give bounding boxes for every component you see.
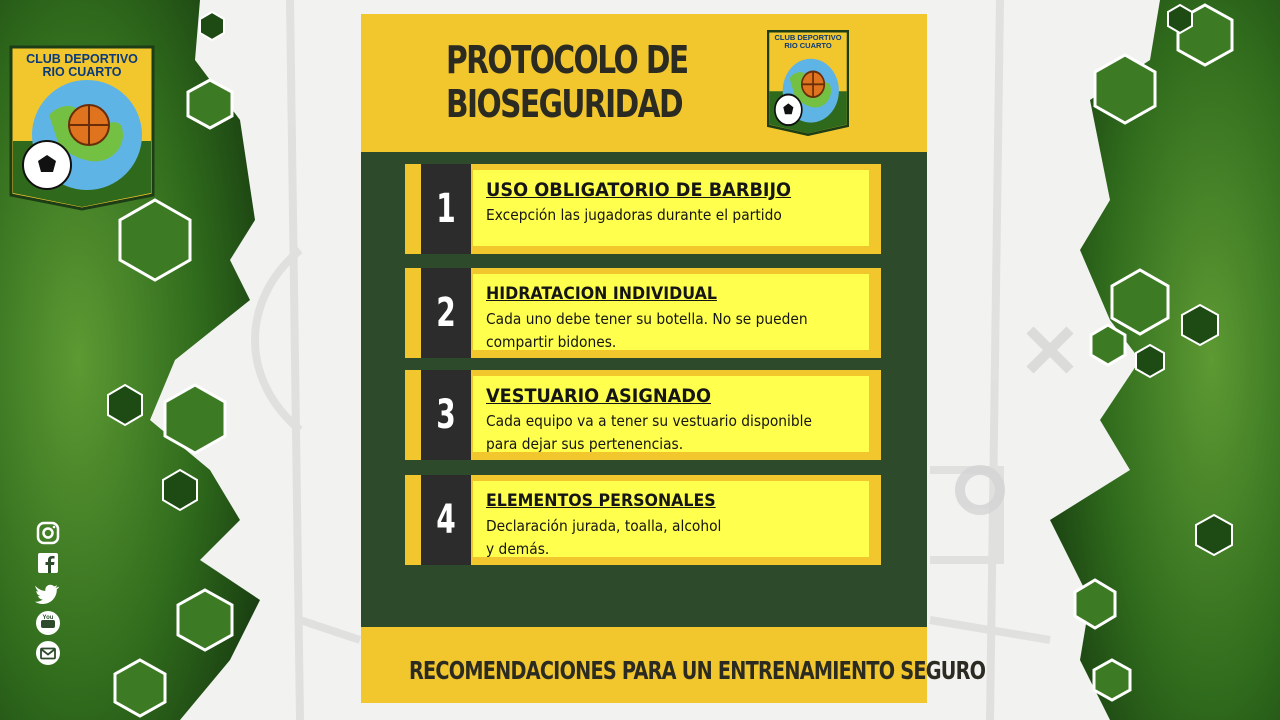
- item-number: 2: [436, 290, 456, 336]
- club-name-line1: CLUB DEPORTIVO: [26, 52, 138, 66]
- item-text-line: Declaración jurada, toalla, alcohol: [486, 517, 722, 535]
- protocol-item-1: [405, 164, 881, 254]
- item-number-box: [421, 268, 471, 358]
- mail-icon[interactable]: [35, 640, 61, 666]
- item-panel: [473, 170, 869, 246]
- club-name-small-line1: CLUB DEPORTIVO: [774, 33, 842, 42]
- club-name-small: [767, 34, 849, 49]
- item-title: ELEMENTOS PERSONALES: [486, 491, 716, 511]
- poster-header: [361, 14, 927, 152]
- item-number: 1: [436, 186, 456, 232]
- item-text-line: compartir bidones.: [486, 333, 617, 351]
- twitter-icon[interactable]: [35, 580, 61, 606]
- item-text-line: Excepción las jugadoras durante el partido: [486, 206, 782, 224]
- item-text-line: Cada equipo va a tener su vestuario disponible: [486, 412, 812, 430]
- item-title: USO OBLIGATORIO DE BARBIJO: [486, 179, 792, 201]
- instagram-icon[interactable]: [35, 520, 61, 546]
- protocol-item-2: [405, 268, 881, 358]
- item-text-line: para dejar sus pertenencias.: [486, 435, 684, 453]
- item-panel: [473, 274, 869, 350]
- poster-title: [446, 38, 688, 126]
- club-logo-small: [767, 30, 849, 136]
- protocol-item-4: [405, 475, 881, 565]
- facebook-icon[interactable]: [35, 550, 61, 576]
- club-name-line2: RIO CUARTO: [42, 64, 122, 79]
- item-text: [486, 515, 836, 561]
- item-text: [486, 204, 836, 227]
- item-text-line: Cada uno debe tener su botella. No se pueden: [486, 310, 808, 328]
- protocol-poster: [361, 14, 986, 703]
- item-title: HIDRATACION INDIVIDUAL: [486, 284, 717, 304]
- item-text: [486, 410, 836, 456]
- item-text: [486, 308, 836, 354]
- item-text-line: y demás.: [486, 540, 550, 558]
- item-number: 3: [436, 392, 456, 438]
- poster-footer: [361, 627, 986, 703]
- poster-footer-text: RECOMENDACIONES PARA UN ENTRENAMIENTO SEGURO: [409, 656, 986, 685]
- item-number-box: [421, 370, 471, 460]
- item-number-box: [421, 164, 471, 254]
- club-logo-large: [9, 45, 155, 211]
- item-number: 4: [436, 497, 456, 543]
- youtube-icon[interactable]: [35, 610, 61, 636]
- club-name-small-line2: RIO CUARTO: [784, 40, 832, 50]
- item-number-box: [421, 475, 471, 565]
- item-title: VESTUARIO ASIGNADO: [486, 385, 712, 407]
- social-icons: [35, 520, 63, 670]
- poster-title-line2: BIOSEGURIDAD: [446, 82, 683, 126]
- protocol-item-3: [405, 370, 881, 460]
- svg-text:You: You: [42, 615, 54, 621]
- poster-title-line1: PROTOCOLO DE: [446, 38, 688, 82]
- club-name: [9, 53, 155, 78]
- item-panel: [473, 376, 869, 452]
- item-panel: [473, 481, 869, 557]
